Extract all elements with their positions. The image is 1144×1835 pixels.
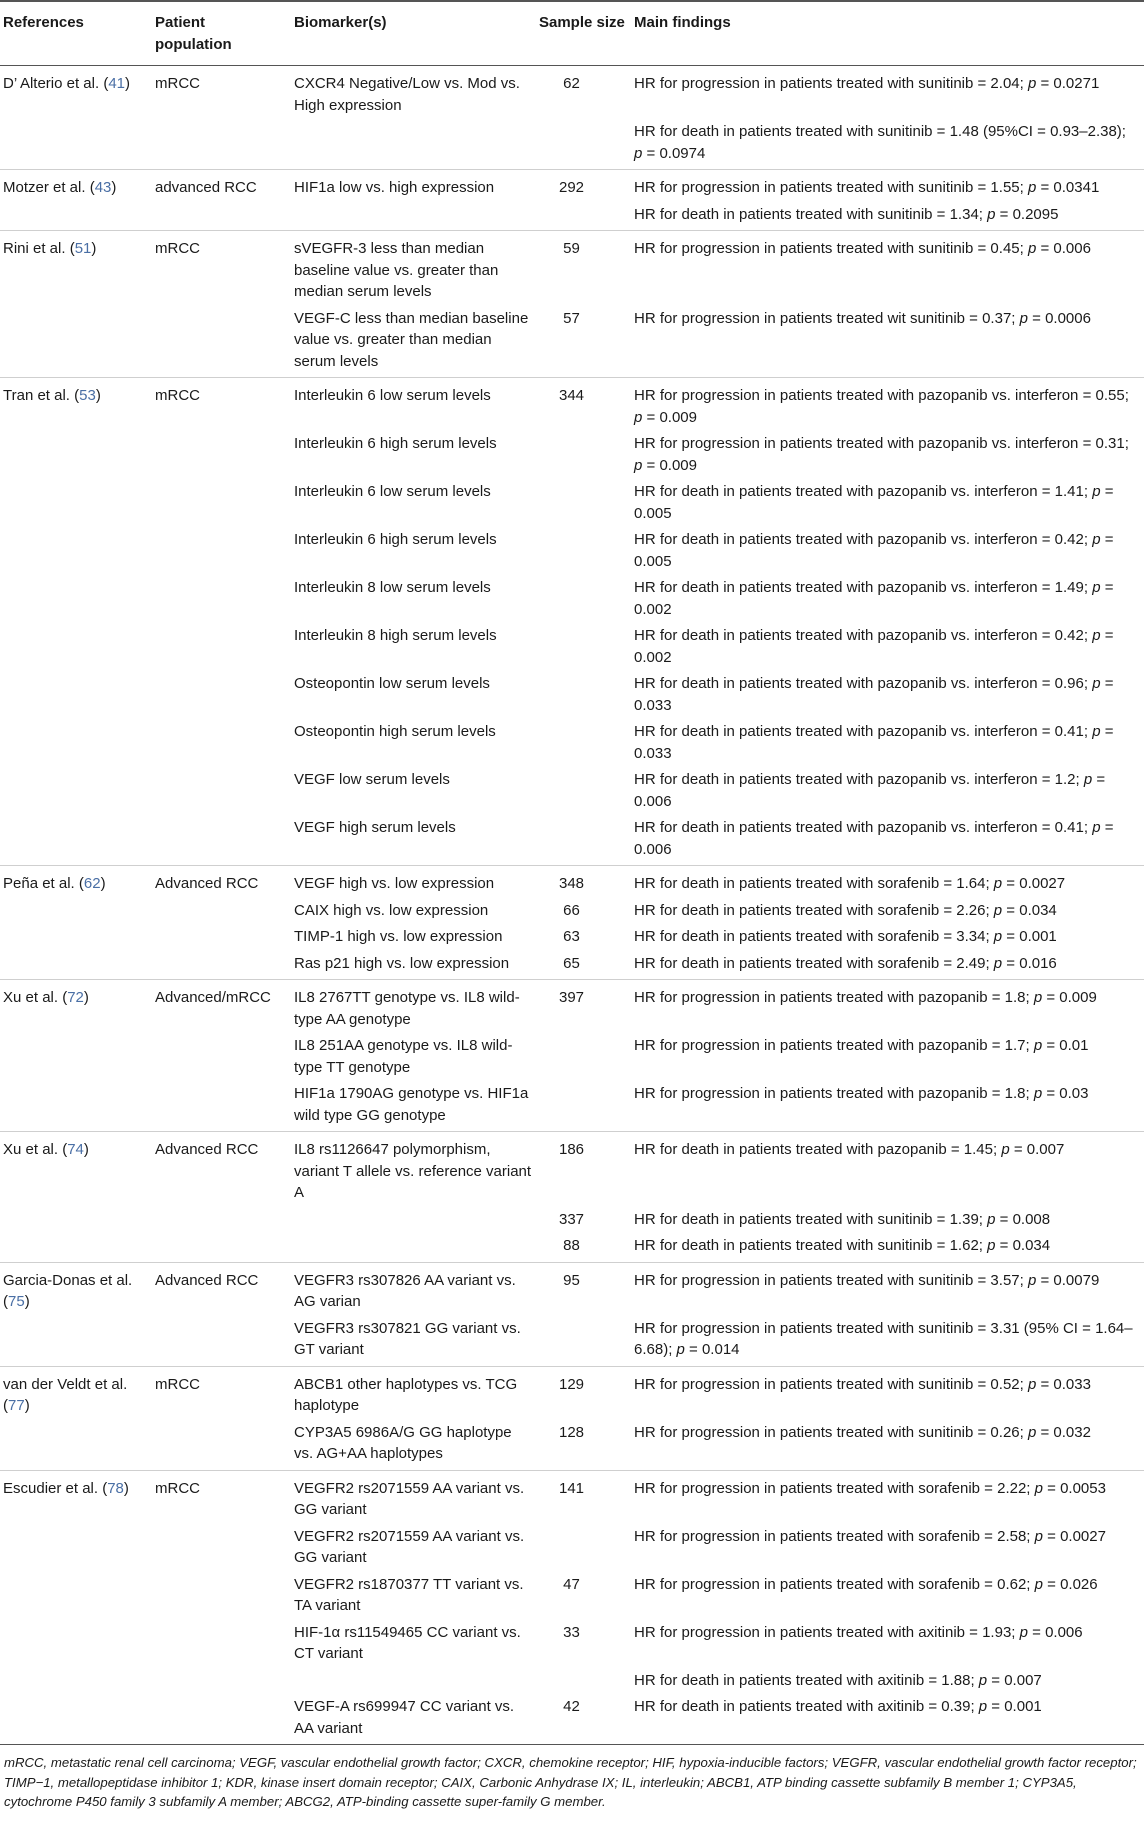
cell-main-finding: HR for death in patients treated with pazopanib vs. interferon = 0.41; p = 0.006 <box>634 819 1114 858</box>
cell-patient-population <box>152 817 291 866</box>
cell-main-finding: HR for death in patients treated with axitinib = 0.39; p = 0.001 <box>634 1698 1042 1715</box>
cell-reference: Xu et al. (72) <box>3 989 89 1006</box>
cell-reference <box>0 817 152 866</box>
cell-reference <box>0 481 152 529</box>
cell-biomarker: VEGFR3 rs307826 AA variant vs. AG varian <box>294 1271 516 1310</box>
cell-biomarker: IL8 251AA genotype vs. IL8 wild-type TT genotype <box>294 1037 513 1076</box>
cell-reference <box>0 433 152 481</box>
cell-patient-population: Advanced RCC <box>155 1141 259 1158</box>
cell-reference <box>0 673 152 721</box>
cell-patient-population <box>152 204 291 231</box>
cell-main-finding: HR for death in patients treated with sunitinib = 1.48 (95%CI = 0.93–2.38); p = 0.0974 <box>634 123 1126 162</box>
table-row <box>0 577 1144 625</box>
cell-reference <box>0 1422 152 1471</box>
cell-biomarker: CXCR4 Negative/Low vs. Mod vs. High expression <box>294 75 520 114</box>
cell-sample-size: 337 <box>558 1210 585 1228</box>
reference-text: D’ Alterio et al. <box>3 75 100 92</box>
cell-biomarker: HIF1a 1790AG genotype vs. HIF1a wild type GG genotype <box>294 1085 529 1124</box>
cell-sample-size: 63 <box>563 928 580 945</box>
reference-text: Garcia-Donas et al. <box>3 1271 133 1289</box>
cell-biomarker: IL8 2767TT genotype vs. IL8 wild-type AA genotype <box>294 989 520 1028</box>
cell-sample-size <box>539 529 631 577</box>
citation-link[interactable]: 78 <box>107 1479 124 1497</box>
cell-patient-population <box>152 1622 291 1670</box>
table-row <box>0 1035 1144 1083</box>
cell-main-finding: HR for death in patients treated with pazopanib vs. interferon = 0.42; p = 0.002 <box>634 627 1114 666</box>
cell-main-finding: HR for death in patients treated with pazopanib vs. interferon = 0.41; p = 0.033 <box>634 723 1114 762</box>
cell-biomarker: Osteopontin low serum levels <box>294 675 490 692</box>
cell-reference: Xu et al. (74) <box>3 1141 89 1158</box>
table-row <box>0 953 1144 980</box>
cell-patient-population <box>152 1422 291 1471</box>
header-biomarkers: Biomarker(s) <box>294 14 387 31</box>
cell-main-finding: HR for progression in patients treated with sunitinib = 0.45; p = 0.006 <box>634 240 1091 257</box>
header-main-findings: Main findings <box>634 14 731 31</box>
cell-patient-population <box>152 1235 291 1262</box>
table-row <box>0 308 1144 378</box>
table-row <box>0 1083 1144 1132</box>
cell-biomarker: HIF-1α rs11549465 CC variant vs. CT variant <box>294 1623 521 1662</box>
table-row <box>0 204 1144 231</box>
cell-biomarker: ABCB1 other haplotypes vs. TCG haplotype <box>294 1375 518 1414</box>
reference-text: Tran et al. <box>3 387 70 404</box>
cell-main-finding: HR for progression in patients treated with pazopanib = 1.8; p = 0.03 <box>634 1085 1089 1102</box>
cell-sample-size <box>539 673 631 721</box>
cell-reference <box>0 1318 152 1367</box>
reference-text: Xu et al. <box>3 1141 59 1158</box>
cell-reference <box>0 721 152 769</box>
cell-main-finding: HR for progression in patients treated with sorafenib = 0.62; p = 0.026 <box>634 1575 1098 1593</box>
header-sample-size: Sample size <box>539 14 625 31</box>
cell-sample-size <box>539 1083 631 1132</box>
citation-link[interactable]: 72 <box>67 989 84 1006</box>
header-references: References <box>3 14 84 31</box>
cell-sample-size <box>539 1035 631 1083</box>
cell-patient-population <box>152 625 291 673</box>
cell-biomarker: VEGF-A rs699947 CC variant vs. AA variant <box>294 1698 515 1737</box>
cell-sample-size: 47 <box>563 1575 580 1593</box>
cell-sample-size: 129 <box>558 1375 585 1393</box>
cell-main-finding: HR for progression in patients treated with sunitinib = 2.04; p = 0.0271 <box>634 75 1100 92</box>
cell-biomarker: VEGF low serum levels <box>294 771 450 788</box>
cell-main-finding: HR for death in patients treated with sunitinib = 1.62; p = 0.034 <box>634 1237 1051 1254</box>
cell-reference: D’ Alterio et al. (41) <box>3 75 131 92</box>
cell-sample-size: 344 <box>558 387 585 404</box>
cell-sample-size: 397 <box>558 989 585 1006</box>
cell-sample-size: 88 <box>563 1237 580 1254</box>
cell-patient-population <box>152 1035 291 1083</box>
cell-biomarker: Ras p21 high vs. low expression <box>294 954 510 972</box>
cell-biomarker <box>291 1670 539 1697</box>
cell-sample-size <box>539 625 631 673</box>
table-row <box>0 980 1144 1036</box>
cell-main-finding: HR for death in patients treated with sorafenib = 3.34; p = 0.001 <box>634 928 1057 945</box>
table-row <box>0 170 1144 204</box>
cell-sample-size: 141 <box>558 1479 585 1497</box>
cell-reference <box>0 1526 152 1574</box>
cell-patient-population: mRCC <box>155 75 200 92</box>
cell-sample-size <box>539 481 631 529</box>
cell-patient-population: advanced RCC <box>155 179 257 196</box>
cell-main-finding: HR for progression in patients treated wit sunitinib = 0.37; p = 0.0006 <box>634 309 1091 327</box>
cell-sample-size <box>539 577 631 625</box>
cell-biomarker: VEGF high serum levels <box>294 819 456 836</box>
citation-link[interactable]: 43 <box>94 179 112 196</box>
cell-main-finding: HR for death in patients treated with axitinib = 1.88; p = 0.007 <box>634 1671 1042 1689</box>
cell-sample-size: 95 <box>563 1271 580 1289</box>
cell-reference <box>0 1574 152 1622</box>
cell-sample-size <box>539 769 631 817</box>
table-row <box>0 926 1144 953</box>
table-row <box>0 1318 1144 1367</box>
cell-main-finding: HR for progression in patients treated with sorafenib = 2.22; p = 0.0053 <box>634 1479 1106 1497</box>
cell-sample-size: 128 <box>558 1423 585 1441</box>
cell-biomarker <box>291 1235 539 1262</box>
table-row <box>0 1235 1144 1262</box>
cell-reference <box>0 121 152 170</box>
cell-biomarker: Osteopontin high serum levels <box>294 723 496 740</box>
table-footnote: mRCC, metastatic renal cell carcinoma; VEGF, vascular endothelial growth factor; CXCR, chemokine receptor; HIF, hypoxia-inducible factors; VEGFR, vascular endothelial growth factor receptor; TIMP−1, metallopeptidase inhibitor 1; KDR, kinase insert domain receptor; CAIX, Carbonic Anhydrase IX; IL, interleukin; ABCB1, ATP binding cassette subfamily B member 1; CYP3A5, cytochrome P450 family 3 subfamily A member; ABCG2, ATP-binding cassette super-family G member. <box>4 1755 1137 1809</box>
cell-patient-population <box>152 1670 291 1697</box>
cell-sample-size: 65 <box>563 954 580 972</box>
cell-patient-population <box>152 529 291 577</box>
table-row <box>0 1526 1144 1574</box>
table-row <box>0 66 1144 122</box>
cell-main-finding: HR for death in patients treated with pazopanib vs. interferon = 1.49; p = 0.002 <box>634 579 1114 618</box>
cell-reference <box>0 926 152 953</box>
cell-main-finding: HR for progression in patients treated with axitinib = 1.93; p = 0.006 <box>634 1623 1083 1641</box>
table-row <box>0 1262 1144 1318</box>
cell-patient-population <box>152 673 291 721</box>
cell-patient-population <box>152 1209 291 1236</box>
cell-sample-size: 292 <box>558 179 585 196</box>
cell-biomarker: CYP3A5 6986A/G GG haplotype vs. AG+AA haplotypes <box>294 1423 512 1462</box>
table-row <box>0 721 1144 769</box>
reference-text: Rini et al. <box>3 240 66 257</box>
cell-main-finding: HR for death in patients treated with pazopanib vs. interferon = 0.96; p = 0.033 <box>634 675 1114 714</box>
table-row <box>0 900 1144 927</box>
cell-sample-size <box>539 433 631 481</box>
header-row <box>0 1 1144 66</box>
cell-sample-size: 66 <box>563 901 580 919</box>
table-row <box>0 433 1144 481</box>
cell-main-finding: HR for death in patients treated with sunitinib = 1.39; p = 0.008 <box>634 1210 1051 1228</box>
cell-patient-population <box>152 1318 291 1367</box>
cell-reference <box>0 577 152 625</box>
table-row <box>0 1696 1144 1745</box>
table-row <box>0 1132 1144 1209</box>
cell-biomarker <box>291 204 539 231</box>
table-row <box>0 1470 1144 1526</box>
cell-main-finding: HR for death in patients treated with sorafenib = 1.64; p = 0.0027 <box>634 875 1066 892</box>
cell-main-finding: HR for death in patients treated with pazopanib = 1.45; p = 0.007 <box>634 1141 1065 1158</box>
cell-reference <box>0 529 152 577</box>
cell-biomarker: VEGF high vs. low expression <box>294 875 495 892</box>
cell-reference <box>0 900 152 927</box>
cell-patient-population <box>152 1083 291 1132</box>
table-row <box>0 769 1144 817</box>
cell-sample-size: 186 <box>558 1141 585 1158</box>
citation-link[interactable]: 51 <box>74 240 92 257</box>
cell-patient-population <box>152 721 291 769</box>
cell-sample-size: 59 <box>563 240 580 257</box>
cell-patient-population <box>152 1696 291 1745</box>
cell-reference <box>0 1670 152 1697</box>
cell-patient-population: mRCC <box>155 1375 200 1393</box>
cell-biomarker: Interleukin 8 low serum levels <box>294 579 491 596</box>
cell-reference <box>0 308 152 378</box>
cell-reference <box>0 204 152 231</box>
cell-main-finding: HR for progression in patients treated with sunitinib = 3.57; p = 0.0079 <box>634 1271 1100 1289</box>
cell-reference <box>0 1235 152 1262</box>
cell-biomarker: TIMP-1 high vs. low expression <box>294 928 503 945</box>
cell-main-finding: HR for death in patients treated with pazopanib vs. interferon = 1.41; p = 0.005 <box>634 483 1114 522</box>
cell-patient-population <box>152 1574 291 1622</box>
cell-sample-size: 42 <box>563 1698 580 1715</box>
cell-reference <box>0 1696 152 1745</box>
cell-main-finding: HR for death in patients treated with sunitinib = 1.34; p = 0.2095 <box>634 205 1059 223</box>
cell-biomarker: Interleukin 8 high serum levels <box>294 627 497 644</box>
cell-patient-population <box>152 1526 291 1574</box>
cell-biomarker: VEGFR2 rs2071559 AA variant vs. GG variant <box>294 1479 525 1518</box>
table-row <box>0 866 1144 900</box>
cell-patient-population <box>152 769 291 817</box>
citation-link[interactable]: 41 <box>108 75 126 92</box>
table-body <box>0 66 1144 1745</box>
cell-main-finding: HR for progression in patients treated with sunitinib = 3.31 (95% CI = 1.64–6.68); p = 0.014 <box>634 1319 1133 1358</box>
cell-patient-population <box>152 433 291 481</box>
citation-link[interactable]: 62 <box>83 875 101 892</box>
cell-main-finding: HR for progression in patients treated with pazopanib vs. interferon = 0.55; p = 0.009 <box>634 387 1129 426</box>
cell-reference <box>0 1622 152 1670</box>
citation-link[interactable]: 74 <box>67 1141 84 1158</box>
cell-main-finding: HR for progression in patients treated with pazopanib = 1.8; p = 0.009 <box>634 989 1097 1006</box>
cell-biomarker <box>291 121 539 170</box>
cell-main-finding: HR for progression in patients treated with sunitinib = 1.55; p = 0.0341 <box>634 179 1100 196</box>
cell-main-finding: HR for death in patients treated with sorafenib = 2.49; p = 0.016 <box>634 954 1057 972</box>
cell-biomarker <box>291 1209 539 1236</box>
cell-main-finding: HR for progression in patients treated with pazopanib vs. interferon = 0.31; p = 0.009 <box>634 435 1129 474</box>
cell-sample-size: 33 <box>563 1623 580 1641</box>
cell-biomarker: VEGFR2 rs1870377 TT variant vs. TA variant <box>294 1575 524 1614</box>
cell-patient-population <box>152 926 291 953</box>
cell-reference: Garcia-Donas et al. (75) <box>3 1271 133 1310</box>
cell-reference <box>0 625 152 673</box>
cell-sample-size <box>539 204 631 231</box>
reference-text: Motzer et al. <box>3 179 86 196</box>
table-row <box>0 1670 1144 1697</box>
table-row <box>0 1622 1144 1670</box>
cell-main-finding: HR for progression in patients treated with sorafenib = 2.58; p = 0.0027 <box>634 1527 1106 1545</box>
cell-reference: Rini et al. (51) <box>3 240 97 257</box>
cell-main-finding: HR for progression in patients treated with sunitinib = 0.26; p = 0.032 <box>634 1423 1091 1441</box>
header-patient-population: Patient population <box>155 14 232 53</box>
cell-biomarker: IL8 rs1126647 polymorphism, variant T allele vs. reference variant A <box>294 1141 532 1201</box>
cell-patient-population <box>152 121 291 170</box>
cell-main-finding: HR for progression in patients treated with sunitinib = 0.52; p = 0.033 <box>634 1375 1091 1393</box>
cell-patient-population <box>152 481 291 529</box>
cell-sample-size <box>539 1526 631 1574</box>
cell-reference: Tran et al. (53) <box>3 387 101 404</box>
cell-reference <box>0 1209 152 1236</box>
cell-sample-size: 62 <box>563 75 580 92</box>
cell-sample-size <box>539 817 631 866</box>
cell-patient-population: Advanced RCC <box>155 875 259 892</box>
cell-patient-population: mRCC <box>155 387 200 404</box>
table-row <box>0 529 1144 577</box>
cell-main-finding: HR for death in patients treated with pazopanib vs. interferon = 1.2; p = 0.006 <box>634 771 1106 810</box>
cell-sample-size: 348 <box>558 875 585 892</box>
cell-patient-population <box>152 953 291 980</box>
table-row <box>0 1209 1144 1236</box>
cell-biomarker: VEGFR2 rs2071559 AA variant vs. GG variant <box>294 1527 525 1566</box>
cell-reference: Peña et al. (62) <box>3 875 106 892</box>
cell-biomarker: Interleukin 6 high serum levels <box>294 531 497 548</box>
cell-reference <box>0 1083 152 1132</box>
table-row <box>0 817 1144 866</box>
table-row <box>0 481 1144 529</box>
cell-patient-population <box>152 577 291 625</box>
cell-main-finding: HR for death in patients treated with pazopanib vs. interferon = 0.42; p = 0.005 <box>634 531 1114 570</box>
cell-patient-population: Advanced/mRCC <box>155 989 271 1006</box>
cell-biomarker: Interleukin 6 high serum levels <box>294 435 497 452</box>
cell-sample-size: 57 <box>563 309 580 327</box>
cell-main-finding: HR for death in patients treated with sorafenib = 2.26; p = 0.034 <box>634 901 1057 919</box>
table-row <box>0 1366 1144 1422</box>
reference-text: van der Veldt et al. <box>3 1375 128 1393</box>
reference-text: Escudier et al. <box>3 1479 99 1497</box>
cell-patient-population: Advanced RCC <box>155 1271 259 1289</box>
table-row <box>0 121 1144 170</box>
cell-biomarker: sVEGFR-3 less than median baseline value vs. greater than median serum levels <box>294 240 499 300</box>
cell-sample-size <box>539 121 631 170</box>
citation-link[interactable]: 77 <box>8 1397 25 1414</box>
table-row <box>0 673 1144 721</box>
cell-reference <box>0 953 152 980</box>
cell-reference: Motzer et al. (43) <box>3 179 117 196</box>
cell-sample-size <box>539 1318 631 1367</box>
cell-reference <box>0 769 152 817</box>
cell-patient-population <box>152 308 291 378</box>
cell-patient-population: mRCC <box>155 1479 200 1497</box>
cell-biomarker: VEGFR3 rs307821 GG variant vs. GT variant <box>294 1319 521 1358</box>
cell-biomarker: Interleukin 6 low serum levels <box>294 483 491 500</box>
cell-reference <box>0 1035 152 1083</box>
citation-link[interactable]: 75 <box>8 1293 25 1310</box>
citation-link[interactable]: 53 <box>79 387 96 404</box>
cell-patient-population <box>152 900 291 927</box>
table-row <box>0 378 1144 434</box>
table-row <box>0 231 1144 308</box>
cell-main-finding: HR for progression in patients treated with pazopanib = 1.7; p = 0.01 <box>634 1037 1089 1054</box>
table-row <box>0 625 1144 673</box>
cell-biomarker: HIF1a low vs. high expression <box>294 179 495 196</box>
cell-biomarker: VEGF-C less than median baseline value vs. greater than median serum levels <box>294 309 529 370</box>
cell-sample-size <box>539 1670 631 1697</box>
reference-text: Peña et al. <box>3 875 75 892</box>
cell-biomarker: CAIX high vs. low expression <box>294 901 489 919</box>
cell-biomarker: Interleukin 6 low serum levels <box>294 387 491 404</box>
table-row <box>0 1574 1144 1622</box>
cell-sample-size <box>539 721 631 769</box>
cell-reference: Escudier et al. (78) <box>3 1479 129 1497</box>
cell-patient-population: mRCC <box>155 240 200 257</box>
reference-text: Xu et al. <box>3 989 59 1006</box>
table-row <box>0 1422 1144 1471</box>
cell-reference: van der Veldt et al. (77) <box>3 1375 128 1414</box>
